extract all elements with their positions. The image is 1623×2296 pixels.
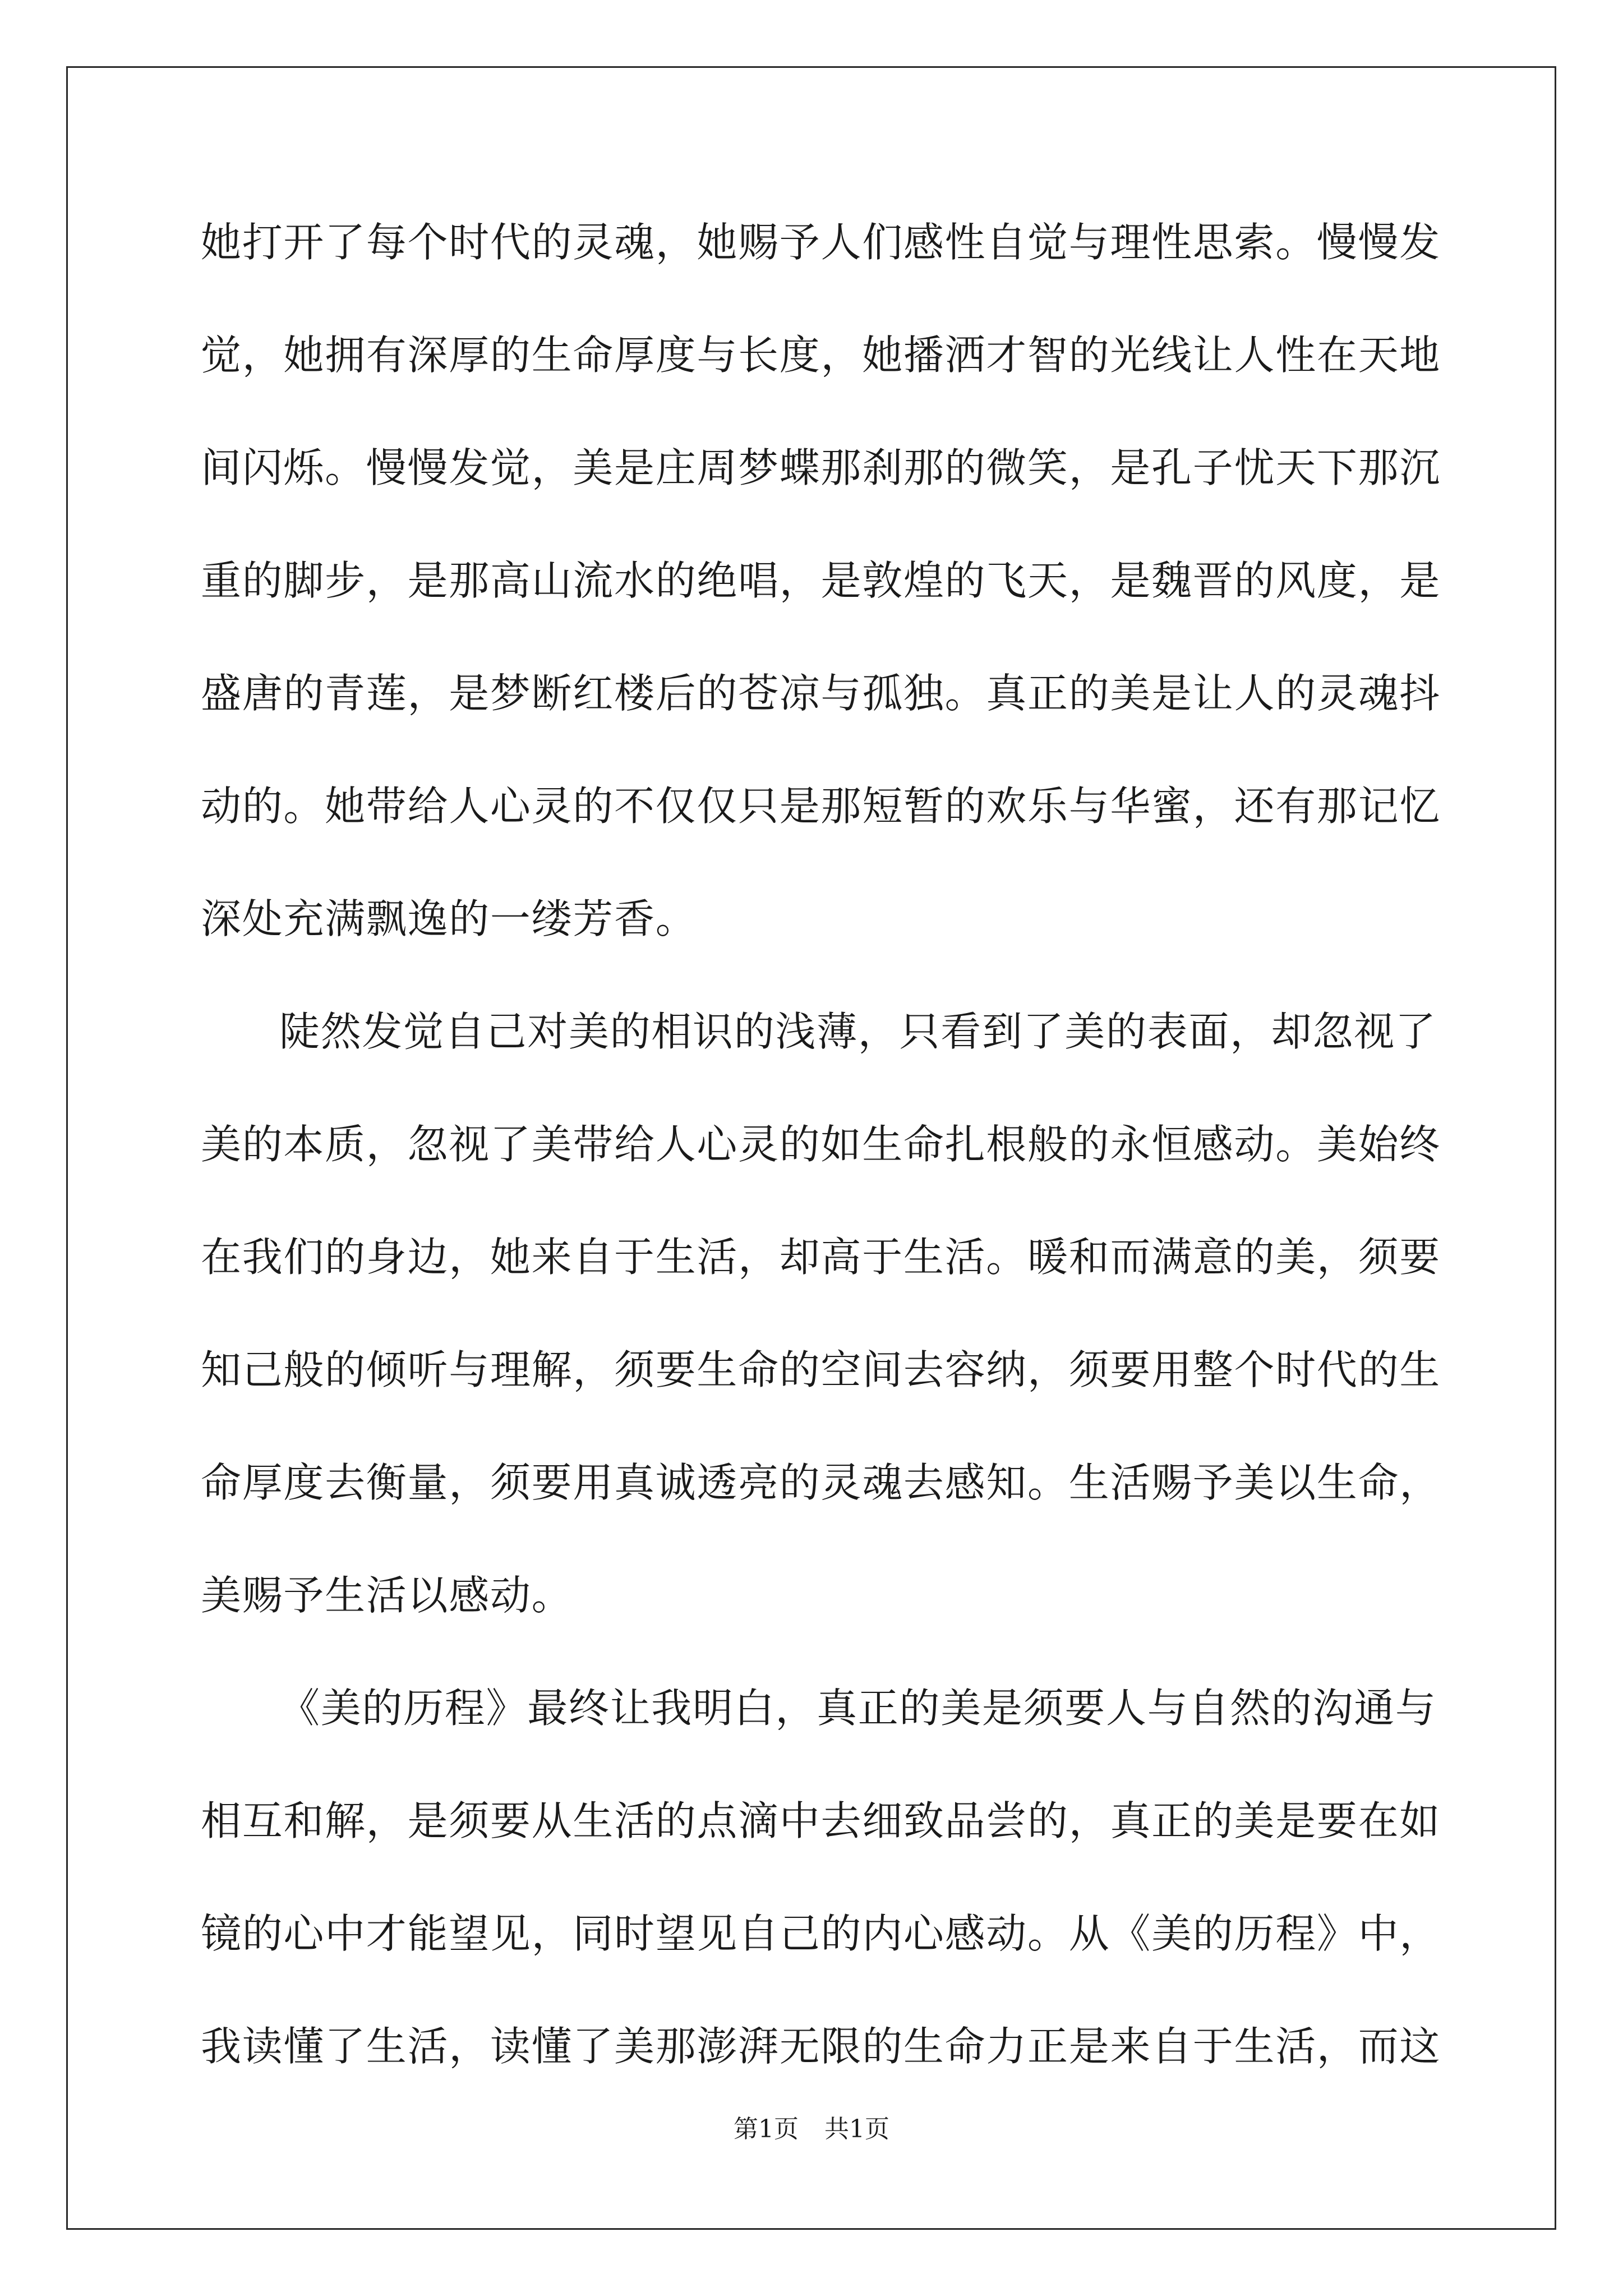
- page-footer: [0, 2114, 1623, 2145]
- page-number: 第1页: [734, 2115, 799, 2143]
- text-line: 相互和解，是须要从生活的点滴中去细致品尝的，真正的美是要在如: [201, 1797, 1441, 1844]
- page-total: 共1页: [824, 2115, 889, 2143]
- text-line: 她打开了每个时代的灵魂，她赐予人们感性自觉与理性思索。慢慢发: [201, 219, 1441, 266]
- paragraph-start-line: 陡然发觉自己对美的相识的浅薄，只看到了美的表面，却忽视了: [279, 1008, 1437, 1055]
- document-body: [201, 209, 1441, 2125]
- text-line: 我读懂了生活，读懂了美那澎湃无限的生命力正是来自于生活，而这: [201, 2023, 1441, 2070]
- text-line: 重的脚步，是那高山流水的绝唱，是敦煌的飞天，是魏晋的风度，是: [201, 557, 1441, 604]
- text-line: 盛唐的青莲，是梦断红楼后的苍凉与孤独。真正的美是让人的灵魂抖: [201, 670, 1441, 717]
- text-line: 知己般的倾听与理解，须要生命的空间去容纳，须要用整个时代的生: [201, 1346, 1441, 1393]
- text-line: 镜的心中才能望见，同时望见自己的内心感动。从《美的历程》中，: [201, 1910, 1441, 1957]
- text-line: 间闪烁。慢慢发觉，美是庄周梦蝶那刹那的微笑，是孔子忧天下那沉: [201, 444, 1441, 491]
- text-line: 美赐予生活以感动。: [201, 1572, 573, 1619]
- text-line: 深处充满飘逸的一缕芳香。: [201, 895, 697, 942]
- text-line: 在我们的身边，她来自于生活，却高于生活。暖和而满意的美，须要: [201, 1234, 1441, 1281]
- text-line: 美的本质，忽视了美带给人心灵的如生命扎根般的永恒感动。美始终: [201, 1121, 1441, 1168]
- paragraph-start-line: 《美的历程》最终让我明白，真正的美是须要人与自然的沟通与: [279, 1685, 1437, 1732]
- text-line: 觉，她拥有深厚的生命厚度与长度，她播洒才智的光线让人性在天地: [201, 332, 1441, 379]
- text-line: 动的。她带给人心灵的不仅仅只是那短暂的欢乐与华蜜，还有那记忆: [201, 783, 1441, 830]
- text-line: 命厚度去衡量，须要用真诚透亮的灵魂去感知。生活赐予美以生命，: [201, 1459, 1441, 1506]
